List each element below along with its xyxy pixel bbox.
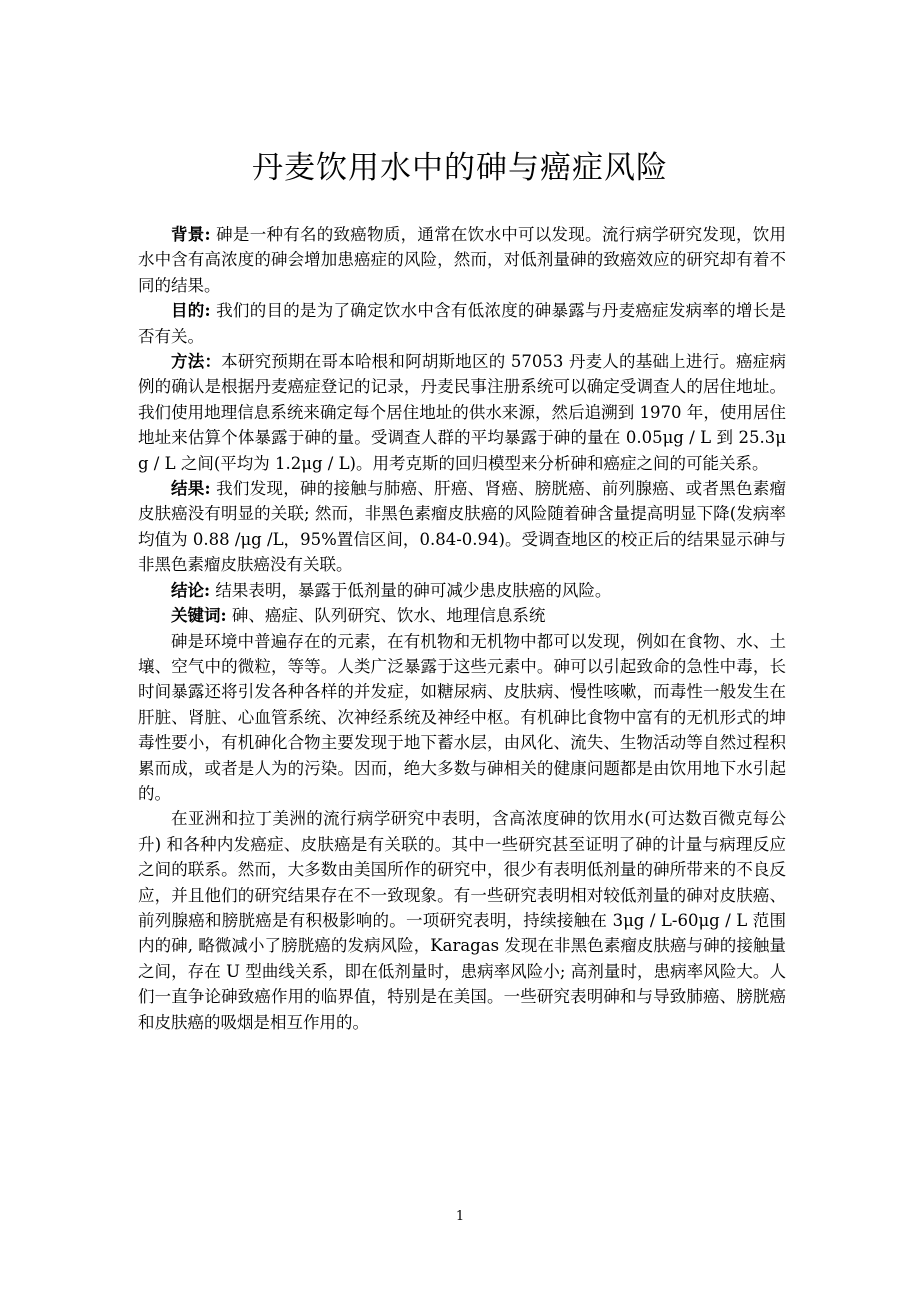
document-title: 丹麦饮用水中的砷与癌症风险 [252, 150, 668, 186]
abstract-conclusion [138, 578, 786, 603]
document-body [138, 222, 786, 1035]
abstract-keywords [138, 603, 786, 628]
abstract-results [138, 476, 786, 578]
page-number: 1 [455, 1209, 465, 1224]
conclusion-text: 结果表明，暴露于低剂量的砷可减少患皮肤癌的风险。 [210, 580, 612, 600]
keywords-label: 关键词: [171, 606, 227, 626]
background-text: 砷是一种有名的致癌物质，通常在饮水中可以发现。流行病学研究发现，饮用水中含有高浓度的砷会增加患癌症的风险，然而，对低剂量砷的致癌效应的研究却有着不同的结果。 [138, 225, 787, 295]
objective-text: 我们的目的是为了确定饮水中含有低浓度的砷暴露与丹麦癌症发病率的增长是否有关。 [138, 301, 787, 346]
results-text: 我们发现，砷的接触与肺癌、肝癌、肾癌、膀胱癌、前列腺癌、或者黑色素瘤皮肤癌没有明显的关联; 然而，非黑色素瘤皮肤癌的风险随着砷含量提高明显下降(发病率均值为 0.88 /μg /L，95%置信区间，0.84-0.94)。受调查地区的校正后的结果显示砷与非黑色素瘤皮肤癌没有关联。 [138, 479, 787, 575]
body-paragraph-2: 在亚洲和拉丁美洲的流行病学研究中表明，含高浓度砷的饮用水(可达数百微克每公升) 和各种内发癌症、皮肤癌是有关联的。其中一些研究甚至证明了砷的计量与病理反应之间的联系。然而，大多数由美国所作的研究中，很少有表明低剂量的砷所带来的不良反应，并且他们的研究结果存在不一致现象。有一些研究表明相对较低剂量的砷对皮肤癌、前列腺癌和膀胱癌是有积极影响的。一项研究表明，持续接触在 3μg / L-60μg / L 范围内的砷, 略微减小了膀胱癌的发病风险，Karagas 发现在非黑色素瘤皮肤癌与砷的接触量之间，存在 U 型曲线关系，即在低剂量时，患病率风险小; 高剂量时，患病率风险大。人们一直争论砷致癌作用的临界值，特别是在美国。一些研究表明砷和与导致肺癌、膀胱癌和皮肤癌的吸烟是相互作用的。 [138, 809, 786, 1032]
conclusion-label: 结论: [171, 580, 211, 600]
keywords-text: 砷、癌症、队列研究、饮水、地理信息系统 [226, 606, 546, 626]
results-label: 结果: [171, 479, 211, 499]
background-label: 背景: [171, 225, 211, 244]
methods-text: 本研究预期在哥本哈根和阿胡斯地区的 57053 丹麦人的基础上进行。癌症病例的确认是根据丹麦癌症登记的记录，丹麦民事注册系统可以确定受调查人的居住地址。我们使用地理信息系统来确定每个居住地址的供水来源，然后追溯到 1970 年，使用居住地址来估算个体暴露于砷的量。受调查人群的平均暴露于砷的量在 0.05μg / L 到 25.3μg / L 之间(平均为 1.2μg / L)。用考克斯的回归模型来分析砷和癌症之间的可能关系。 [138, 352, 787, 473]
abstract-methods [138, 349, 786, 476]
body-paragraph-1: 砷是环境中普遍存在的元素，在有机物和无机物中都可以发现，例如在食物、水、土壤、空气中的微粒，等等。人类广泛暴露于这些元素中。砷可以引起致命的急性中毒，长时间暴露还将引发各种各样的并发症，如糖尿病、皮肤病、慢性咳嗽，而毒性一般发生在肝脏、肾脏、心血管系统、次神经系统及神经中枢。有机砷比食物中富有的无机形式的坤毒性要小，有机砷化合物主要发现于地下蓄水层，由风化、流失、生物活动等自然过程积累而成，或者是人为的污染。因而，绝大多数与砷相关的健康问题都是由饮用地下水引起的。 [138, 631, 786, 803]
objective-label: 目的: [171, 301, 211, 321]
abstract-background [138, 222, 786, 298]
methods-label: 方法： [171, 352, 222, 372]
abstract-objective [138, 298, 786, 349]
